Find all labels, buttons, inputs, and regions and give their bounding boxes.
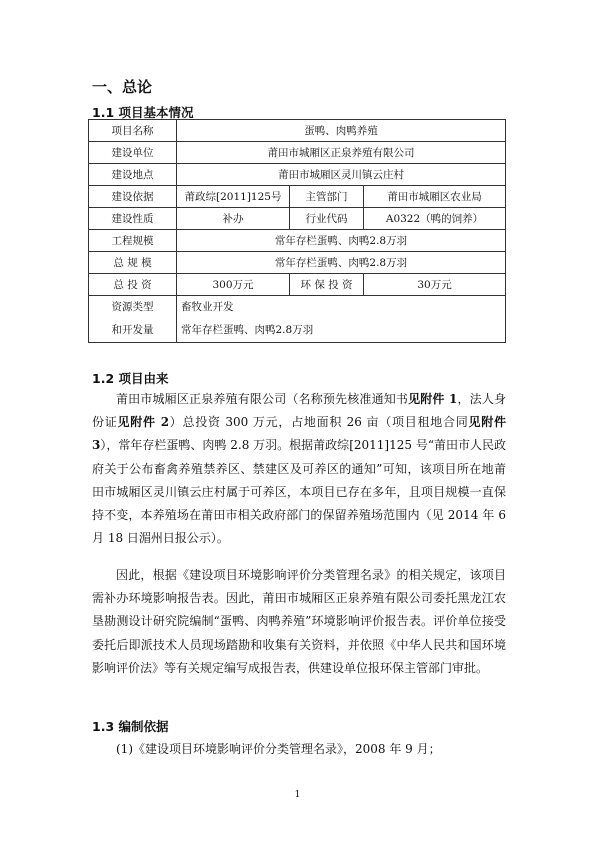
table-value: 莆田市城厢区农业局 (364, 186, 506, 208)
table-row (89, 208, 506, 230)
table-value: 常年存栏蛋鸭、肉鸭2.8万羽 (177, 252, 506, 274)
paragraph-text: ，法人身份证 (92, 392, 506, 430)
paragraph-commission: 因此，根据《建设项目环境影响评价分类管理名录》的相关规定，该项目需补办环境影响报告表。因此，莆田市城厢区正泉养殖有限公司委托黑龙江农垦勘测设计研究院编制“蛋鸭、肉鸭养殖”环境影响评价报告表。评价单位接受委托后即派技术人员现场踏勘和收集有关资料，并依照《中华人民共和国环境影响评价法》等有关规定编写成报告表，供建设单位报环保主管部门审批。 (92, 568, 506, 675)
page-number: 1 (294, 790, 301, 800)
table-label-line: 资源类型 (111, 301, 154, 313)
table-label: 主管部门 (290, 186, 364, 208)
table-value: 30万元 (364, 274, 506, 296)
table-label: 总 投 资 (89, 274, 177, 296)
attachment-ref: 见附件 3 (92, 415, 506, 453)
paragraph-origin (92, 388, 506, 550)
paragraph-text: ），常年存栏蛋鸭、肉鸭 2.8 万羽。根据莆政综[2011]125 号“莆田市人民政府关于公布畜禽养殖禁养区、禁建区及可养区的通知”可知，该项目所在地莆田市城厢区灵川镇云庄村属于可养区，本项目已存在多年，且项目规模一直保持不变，本养殖场在莆田市相关政府部门的保留养殖场范围内（见 2014 年 6 月 18 日湄州日报公示）。 (92, 438, 506, 546)
subsection-title-1-1: 1.1 项目基本情况 (92, 105, 194, 120)
table-value-line: 常年存栏蛋鸭、肉鸭2.8万羽 (181, 324, 314, 336)
attachment-ref: 见附件 2 (117, 415, 170, 430)
table-row (89, 164, 506, 186)
table-row (89, 186, 506, 208)
table-value: 莆田市城厢区正泉养殖有限公司 (177, 142, 506, 164)
table-label-line: 和开发量 (111, 324, 154, 336)
table-label: 工程规模 (89, 230, 177, 252)
paragraph-basis-1: (1)《建设项目环境影响评价分类管理名录》，2008 年 9 月； (116, 742, 441, 756)
subsection-title-1-2: 1.2 项目由来 (92, 371, 169, 386)
table-label: 环 保 投 资 (290, 274, 364, 296)
table-row (89, 274, 506, 296)
table-value: A0322（鸭的饲养） (364, 208, 506, 230)
table-label: 建设单位 (89, 142, 177, 164)
table-row (89, 142, 506, 164)
table-label: 建设地点 (89, 164, 177, 186)
table-label: 行业代码 (290, 208, 364, 230)
table-label (89, 296, 177, 343)
table-label: 建设依据 (89, 186, 177, 208)
table-value-line: 畜牧业开发 (181, 301, 234, 313)
section-title: 一、总论 (92, 78, 153, 96)
table-row (89, 296, 506, 343)
paragraph-text: ）总投资 300 万元，占地面积 26 亩（项目租地合同 (169, 415, 469, 430)
table-value: 常年存栏蛋鸭、肉鸭2.8万羽 (177, 230, 506, 252)
table-row (89, 120, 506, 142)
attachment-ref: 见附件 1 (408, 392, 458, 406)
table-label: 总 规 模 (89, 252, 177, 274)
project-info-table (88, 119, 506, 343)
table-label: 建设性质 (89, 208, 177, 230)
table-label: 项目名称 (89, 120, 177, 142)
subsection-title-1-3: 1.3 编制依据 (92, 719, 169, 734)
table-value: 莆政综[2011]125号 (177, 186, 290, 208)
table-value (177, 296, 506, 343)
table-value: 莆田市城厢区灵川镇云庄村 (177, 164, 506, 186)
table-value: 蛋鸭、肉鸭养殖 (177, 120, 506, 142)
paragraph-text: 莆田市城厢区正泉养殖有限公司（名称预先核准通知书 (116, 392, 409, 406)
table-row (89, 252, 506, 274)
table-row (89, 230, 506, 252)
table-value: 300万元 (177, 274, 290, 296)
table-value: 补办 (177, 208, 290, 230)
